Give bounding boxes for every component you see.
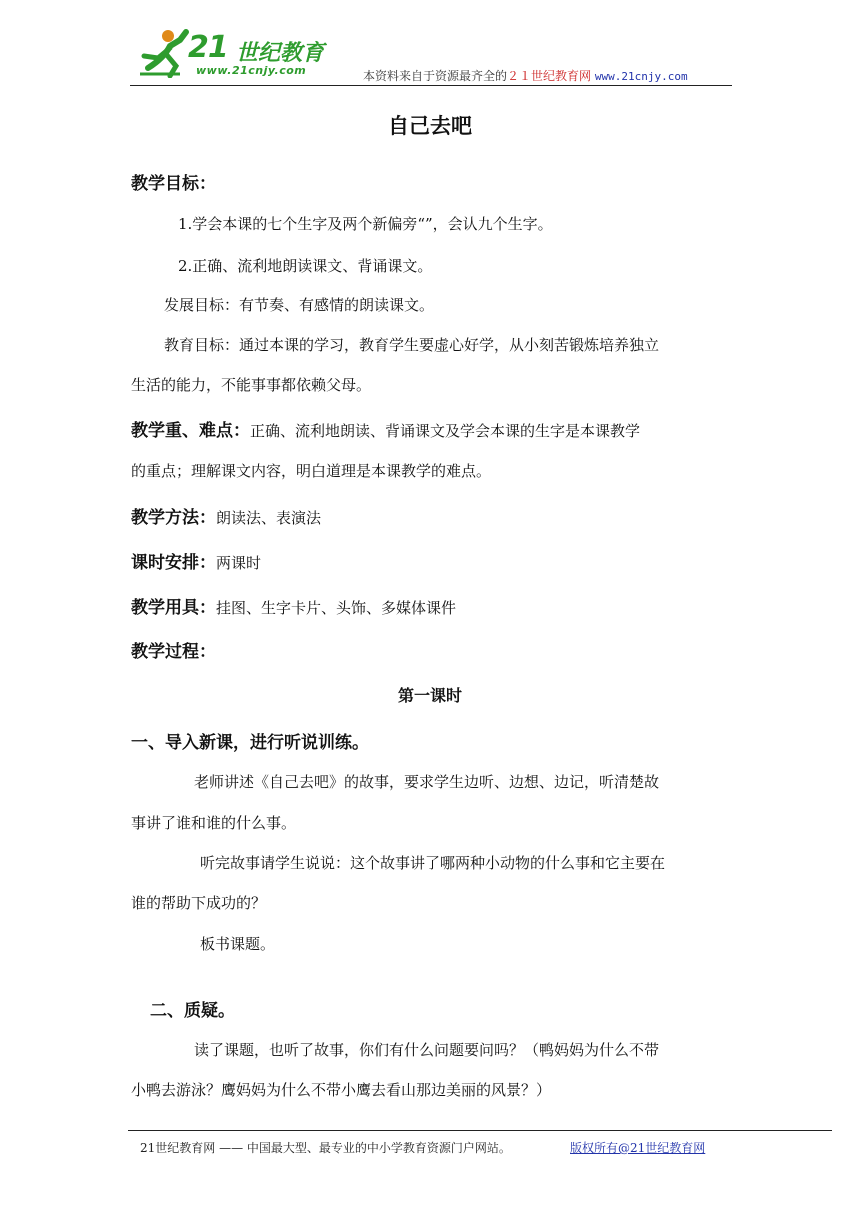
section-1-paragraph-2-line-2: 谁的帮助下成功的？ (131, 894, 267, 912)
key-points-text-1: 正确、流利地朗读、背诵课文及学会本课的生字是本课教学 (250, 422, 641, 440)
header-note-site[interactable]: ２１世纪教育网 (507, 69, 592, 83)
header-note-prefix: 本资料来自于资源最齐全的 (363, 69, 508, 83)
document-title: 自己去吧 (388, 114, 472, 138)
logo-url: www.21cnjy.com (196, 64, 307, 77)
lesson-title: 第一课时 (397, 686, 462, 705)
objective-item-1: 1.学会本课的七个生字及两个新偏旁“”，会认九个生字。 (178, 215, 553, 233)
teaching-tools (131, 593, 456, 618)
section-1-paragraph-1-line-1: 老师讲述《自己去吧》的故事，要求学生边听、边想、边记，听清楚故 (194, 773, 660, 791)
section-1-paragraph-3: 板书课题。 (200, 935, 276, 953)
logo-number: 21 (188, 30, 228, 65)
process-heading: 教学过程： (131, 642, 216, 662)
section-2-heading: 二、质疑。 (150, 1001, 235, 1021)
teaching-tools-label: 教学用具： (131, 598, 216, 618)
header-divider (130, 85, 732, 86)
site-logo (140, 28, 340, 80)
section-1-paragraph-1-line-2: 事讲了谁和谁的什么事。 (131, 814, 297, 832)
lesson-schedule-label: 课时安排： (131, 553, 216, 573)
teaching-tools-value: 挂图、生字卡片、头饰、多媒体课件 (216, 599, 457, 617)
lesson-schedule (131, 548, 261, 573)
key-points-line-2: 的重点；理解课文内容，明白道理是本课教学的难点。 (131, 462, 492, 480)
teaching-method-label: 教学方法： (131, 508, 216, 528)
section-2-paragraph-line-2: 小鸭去游泳？鹰妈妈为什么不带小鹰去看山那边美丽的风景？） (131, 1081, 552, 1099)
development-objective: 发展目标：有节奏、有感情的朗读课文。 (164, 296, 435, 314)
section-1-paragraph-2-line-1: 听完故事请学生说说：这个故事讲了哪两种小动物的什么事和它主要在 (200, 854, 666, 872)
logo-text: 世纪教育 (236, 41, 325, 66)
objective-item-2: 2.正确、流利地朗读课文、背诵课文。 (178, 257, 433, 275)
education-objective-line-2: 生活的能力，不能事事都依赖父母。 (131, 376, 372, 394)
teaching-method (131, 503, 321, 528)
education-objective-line-1: 教育目标：通过本课的学习，教育学生要虚心好学，从小刻苦锻炼培养独立 (164, 336, 660, 354)
teaching-method-value: 朗读法、表演法 (216, 509, 322, 527)
section-1-heading: 一、导入新课，进行听说训练。 (131, 733, 369, 753)
footer-divider (128, 1130, 832, 1131)
header-note (363, 67, 688, 84)
key-points-label: 教学重、难点： (131, 421, 250, 441)
key-points-line-1 (131, 416, 640, 441)
footer-copyright-link[interactable]: 版权所有@21世纪教育网 (570, 1141, 706, 1155)
footer-tagline: 21世纪教育网 —— 中国最大型、最专业的中小学教育资源门户网站。 (140, 1141, 511, 1155)
section-2-paragraph-line-1: 读了课题，也听了故事，你们有什么问题要问吗？（鸭妈妈为什么不带 (194, 1041, 660, 1059)
objectives-heading: 教学目标： (131, 174, 216, 194)
header-note-url[interactable]: www.21cnjy.com (594, 70, 688, 83)
lesson-schedule-value: 两课时 (216, 554, 262, 572)
